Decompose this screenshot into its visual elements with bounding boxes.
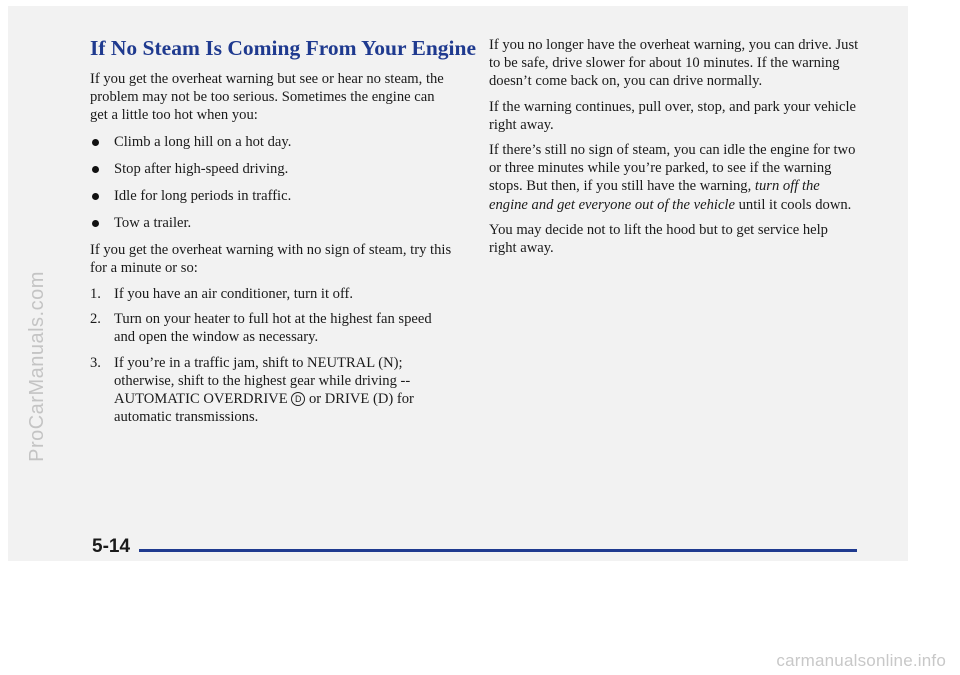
side-watermark: ProCarManuals.com bbox=[25, 270, 48, 462]
manual-page bbox=[8, 6, 908, 561]
site-watermark: carmanualsonline.info bbox=[776, 651, 946, 670]
conditions-list bbox=[90, 133, 455, 232]
paragraph: If the warning continues, pull over, stop, and park your vehicle right away. bbox=[489, 98, 856, 133]
step-number: 3. bbox=[90, 354, 101, 371]
instructions-paragraph: If you get the overheat warning with no sign of steam, try this for a minute or so: bbox=[90, 241, 452, 276]
list-item: Tow a trailer. bbox=[90, 214, 455, 232]
step-item bbox=[90, 354, 455, 427]
step-text: Turn on your heater to full hot at the highest fan speed and open the window as necessary. bbox=[114, 311, 432, 346]
step-item bbox=[90, 310, 455, 346]
page-footer bbox=[92, 536, 857, 562]
right-column bbox=[489, 36, 859, 264]
left-column bbox=[90, 36, 477, 433]
paragraph: You may decide not to lift the hood but to get service help right away. bbox=[489, 221, 828, 257]
steps-list bbox=[90, 285, 455, 426]
list-item: Climb a long hill on a hot day. bbox=[90, 133, 455, 151]
step-text: or DRIVE (D) for automatic transmissions. bbox=[114, 391, 414, 426]
intro-paragraph: If you get the overheat warning but see or hear no steam, the problem may not be too serious. Sometimes the engine can get a little too hot when you: bbox=[90, 71, 444, 124]
page-number: 5-14 bbox=[92, 536, 131, 557]
paragraph: If there’s still no sign of steam, you can idle the engine for two or three minutes while you’re parked, to see if the warning stops. But then, if you still have the warning, turn off the engine and get everyone out of the vehicle until it cools down. bbox=[489, 142, 856, 213]
section-heading: If No Steam Is Coming From Your Engine bbox=[90, 36, 477, 60]
list-item: Stop after high-speed driving. bbox=[90, 160, 455, 178]
step-item bbox=[90, 285, 455, 303]
step-number: 1. bbox=[90, 286, 101, 303]
footer-rule bbox=[139, 549, 857, 552]
warning-emphasis: turn off the engine and get everyone out of the vehicle bbox=[489, 178, 820, 213]
step-text: If you’re in a traffic jam, shift to NEUTRAL (N); otherwise, shift to the highest gear while driving --AUTOMATIC OVERDRIVE bbox=[114, 354, 411, 408]
paragraph: If you no longer have the overheat warning, you can drive. Just to be safe, drive slower for about 10 minutes. If the warning doesn’t come back on, you can drive normally. bbox=[489, 37, 859, 90]
overdrive-symbol-icon: D bbox=[291, 392, 305, 406]
step-number: 2. bbox=[90, 311, 101, 328]
list-item: Idle for long periods in traffic. bbox=[90, 187, 455, 205]
step-text: If you have an air conditioner, turn it off. bbox=[114, 286, 354, 303]
